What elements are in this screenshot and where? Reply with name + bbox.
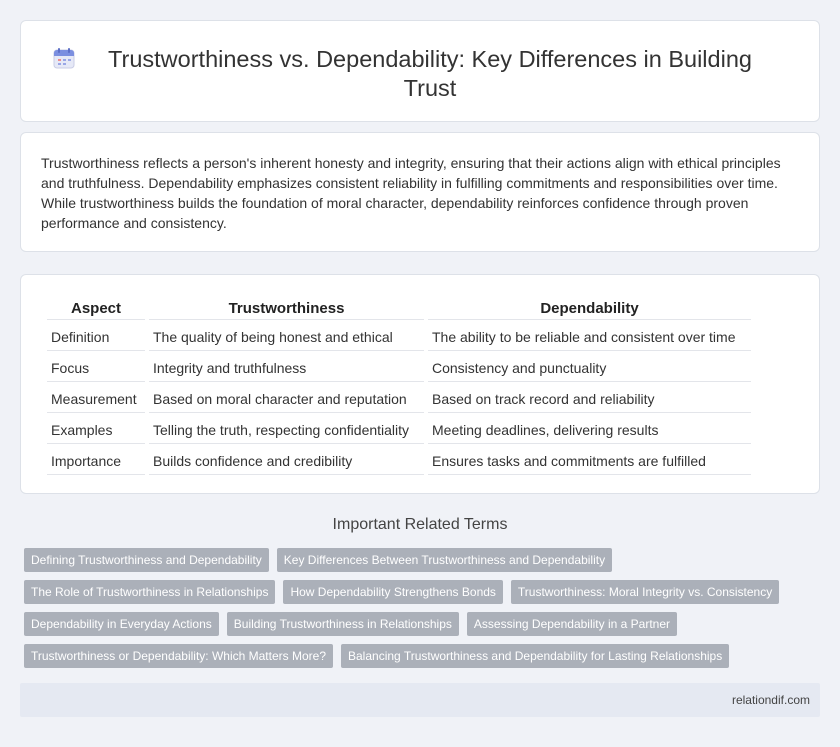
table-row [47, 384, 751, 413]
comparison-card [20, 274, 820, 494]
footer [20, 683, 820, 717]
header-dependability: Dependability [428, 295, 751, 320]
related-term-link[interactable]: Defining Trustworthiness and Dependability [24, 548, 269, 572]
table-cell: Definition [47, 322, 145, 351]
table-cell: Ensures tasks and commitments are fulfilled [428, 446, 751, 475]
tag-row [24, 580, 814, 604]
tag-row [24, 644, 814, 668]
related-term-link[interactable]: Dependability in Everyday Actions [24, 612, 219, 636]
related-term-link[interactable]: Building Trustworthiness in Relationships [227, 612, 459, 636]
comparison-table [43, 293, 755, 477]
table-cell: Examples [47, 415, 145, 444]
table-cell: Builds confidence and credibility [149, 446, 424, 475]
related-terms-list [24, 548, 814, 676]
related-term-link[interactable]: Key Differences Between Trustworthiness and Dependability [277, 548, 612, 572]
intro-card [20, 132, 820, 252]
table-row [47, 322, 751, 351]
page-title: Trustworthiness vs. Dependability: Key Differences in Building Trust [108, 46, 752, 101]
table-row [47, 415, 751, 444]
tag-row [24, 612, 814, 636]
table-cell: The quality of being honest and ethical [149, 322, 424, 351]
table-row [47, 446, 751, 475]
table-cell: Meeting deadlines, delivering results [428, 415, 751, 444]
related-term-link[interactable]: Balancing Trustworthiness and Dependability for Lasting Relationships [341, 644, 729, 668]
related-term-link[interactable]: Assessing Dependability in a Partner [467, 612, 677, 636]
footer-site-link[interactable]: relationdif.com [731, 693, 810, 707]
table-cell: Importance [47, 446, 145, 475]
table-row [47, 353, 751, 382]
table-cell: Consistency and punctuality [428, 353, 751, 382]
related-terms-heading: Important Related Terms [332, 516, 508, 533]
table-header-row [47, 295, 751, 320]
table-cell: Based on track record and reliability [428, 384, 751, 413]
table-cell: Measurement [47, 384, 145, 413]
table-cell: Integrity and truthfulness [149, 353, 424, 382]
header-aspect: Aspect [47, 295, 145, 320]
table-cell: Telling the truth, respecting confidentiality [149, 415, 424, 444]
related-term-link[interactable]: How Dependability Strengthens Bonds [283, 580, 502, 604]
table-cell: Based on moral character and reputation [149, 384, 424, 413]
related-term-link[interactable]: Trustworthiness: Moral Integrity vs. Consistency [511, 580, 779, 604]
table-cell: The ability to be reliable and consistent over time [428, 322, 751, 351]
intro-paragraph: Trustworthiness reflects a person's inherent honesty and integrity, ensuring that their actions align with ethical principles and truthfulness. Dependability emphasizes consistent reliability in fulfilling commitments and responsibilities over time. While trustworthiness builds the foundation of moral character, dependability reinforces confidence through proven performance and consistency. [41, 155, 781, 231]
header-card [20, 20, 820, 122]
header-trustworthiness: Trustworthiness [149, 295, 424, 320]
tag-row [24, 548, 814, 572]
table-cell: Focus [47, 353, 145, 382]
related-term-link[interactable]: Trustworthiness or Dependability: Which Matters More? [24, 644, 333, 668]
related-term-link[interactable]: The Role of Trustworthiness in Relationships [24, 580, 275, 604]
